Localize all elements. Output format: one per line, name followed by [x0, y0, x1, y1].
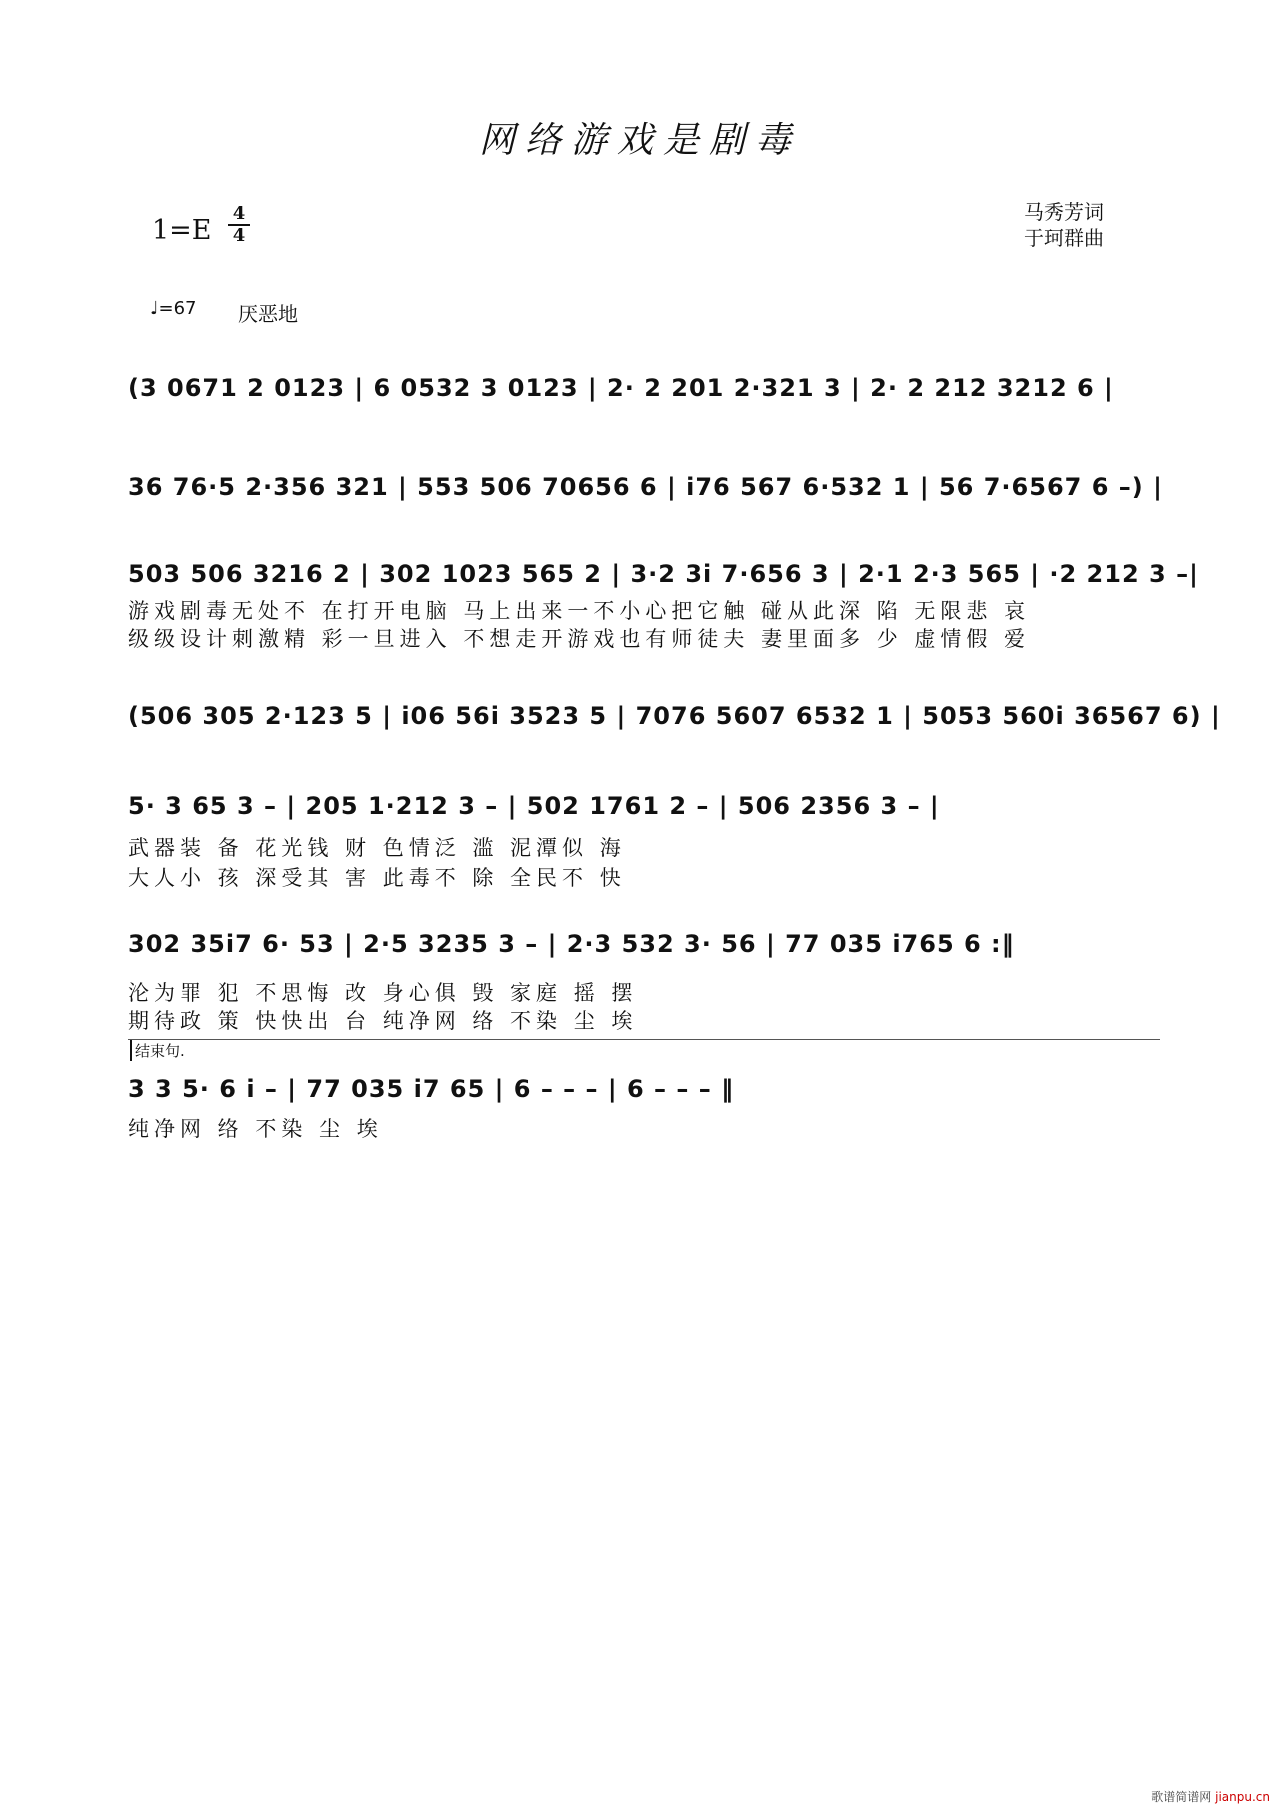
lyric-line-6-1: 沦为罪 犯 不思悔 改 身心俱 毁 家庭 摇 摆: [128, 981, 638, 1005]
lyric-line-3-2: 级级设计刺激精 彩一旦进入 不想走开游戏也有师徒夫 妻里面多 少 虚情假 爱: [128, 627, 1031, 651]
tempo-marking: ♩=67: [150, 298, 197, 319]
lyric-line-7-1: 纯净网 络 不染 尘 埃: [128, 1117, 383, 1141]
key-signature: 1=E: [152, 215, 212, 246]
score-line-4: (506 305 2·123 5 | i06 56i 3523 5 | 7076 5607 6532 1 | 5053 560i 36567 6) |: [128, 702, 1221, 730]
score-line-7: 3 3 5· 6 i – | 77 035 i7 65 | 6 – – – | 6 – – – ‖: [128, 1075, 735, 1103]
score-line-5: 5· 3 65 3 – | 205 1·212 3 – | 502 1761 2 – | 506 2356 3 – |: [128, 792, 940, 820]
time-signature-top: 4: [232, 203, 246, 224]
page-title: 网络游戏是剧毒: [478, 120, 801, 161]
score-line-2: 36 76·5 2·356 321 | 553 506 70656 6 | i76 567 6·532 1 | 56 7·6567 6 –) |: [128, 473, 1163, 501]
watermark-site: jianpu.cn: [1215, 1790, 1270, 1804]
expression-marking: 厌恶地: [238, 302, 298, 326]
watermark-text: 歌谱简谱网: [1151, 1790, 1212, 1804]
score-line-1: (3 0671 2 0123 | 6 0532 3 0123 | 2· 2 201 2·321 3 | 2· 2 212 3212 6 |: [128, 374, 1114, 402]
time-signature-bottom: 4: [232, 225, 246, 246]
lyric-line-5-2: 大人小 孩 深受其 害 此毒不 除 全民不 快: [128, 866, 626, 890]
lyricist-credit: 马秀芳词: [1024, 200, 1104, 224]
lyric-line-6-2: 期待政 策 快快出 台 纯净网 络 不染 尘 埃: [128, 1009, 638, 1033]
ending-label: 结束句.: [130, 1040, 185, 1061]
score-line-6: 302 35i7 6· 53 | 2·5 3235 3 – | 2·3 532 3· 56 | 77 035 i765 6 :‖: [128, 930, 1015, 958]
ending-bracket-line: [128, 1039, 1160, 1040]
score-line-3: 503 506 3216 2 | 302 1023 565 2 | 3·2 3i 7·656 3 | 2·1 2·3 565 | ·2 212 3 –|: [128, 560, 1199, 588]
time-signature: [228, 205, 250, 245]
lyric-line-5-1: 武器装 备 花光钱 财 色情泛 滥 泥潭似 海: [128, 836, 626, 860]
composer-credit: 于珂群曲: [1024, 226, 1104, 250]
watermark: [1151, 1788, 1270, 1805]
lyric-line-3-1: 游戏剧毒无处不 在打开电脑 马上出来一不小心把它触 碰从此深 陷 无限悲 哀: [128, 599, 1031, 623]
